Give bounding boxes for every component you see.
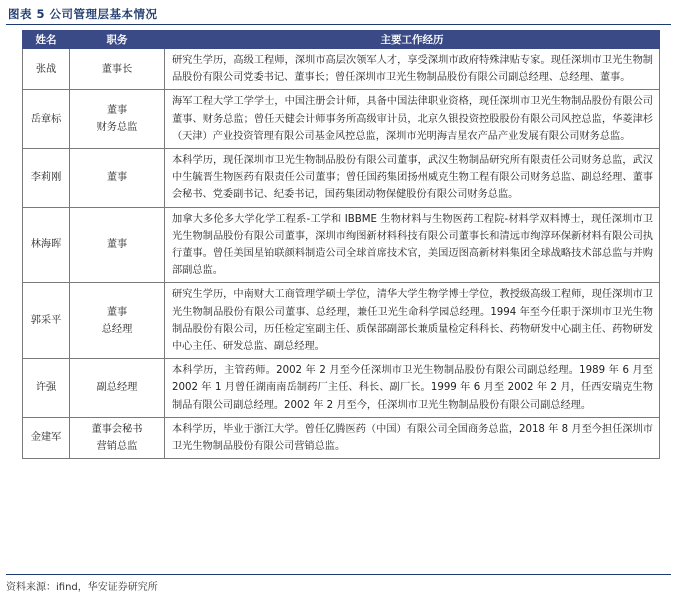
table-row [23, 359, 660, 418]
person-experience: 加拿大多伦多大学化学工程系-工学和 IBBME 生物材料与生物医药工程院-材料学双料博士，现任深圳市卫光生物制品股份有限公司董事，深圳市绚图新材料科技有限公司董事长和清远市绚淳环保新材料有限公司执行董事。曾任美国星铂联颜料制造公司全球首席技术官，美国迈图高新材料集团全球战略技术部总监与并购部副总监。 [165, 207, 660, 283]
header-position: 职务 [70, 31, 165, 49]
table-row [23, 49, 660, 90]
person-experience: 本科学历，毕业于浙江大学。曾任亿腾医药（中国）有限公司全国商务总监，2018 年 8 月至今担任深圳市卫光生物制品股份有限公司营销总监。 [165, 417, 660, 458]
position-line: 董事长 [101, 63, 133, 75]
person-experience: 研究生学历，中南财大工商管理学硕士学位，清华大学生物学博士学位，教授级高级工程师，现任深圳市卫光生物制品股份有限公司董事、总经理，兼任卫光生命科学园总经理。1994 年至今任职于深圳市卫光生物制品股份有限公司，历任检定室副主任、质保部副部长兼质量检定科科长、药物研发中心副主任、药物研发中心主任、研发总监、副总经理。 [165, 283, 660, 359]
person-name: 郭采平 [23, 283, 70, 359]
table-header-row [23, 31, 660, 49]
table-row [23, 417, 660, 458]
table-row [23, 149, 660, 208]
source-note: 资料来源：ifind，华安证券研究所 [6, 574, 671, 593]
position-line: 董事 [106, 172, 128, 184]
person-name: 许强 [23, 359, 70, 418]
person-name: 林海晖 [23, 207, 70, 283]
person-position [70, 90, 165, 149]
person-name: 张战 [23, 49, 70, 90]
person-name: 金建军 [23, 417, 70, 458]
person-experience: 海军工程大学工学学士，中国注册会计师，具备中国法律职业资格，现任深圳市卫光生物制品股份有限公司董事、财务总监；曾任天健会计师事务所高级审计员，北京久银投资控股股份有限公司风控总监，华菱津杉（天津）产业投资管理有限公司基金风控总监，深圳市光明海吉星农产品产业发展有限公司财务总监。 [165, 90, 660, 149]
person-position [70, 359, 165, 418]
person-position [70, 207, 165, 283]
person-position [70, 149, 165, 208]
person-name: 岳章标 [23, 90, 70, 149]
header-experience: 主要工作经历 [165, 31, 660, 49]
position-line: 总经理 [101, 323, 133, 335]
table-row [23, 283, 660, 359]
person-position [70, 283, 165, 359]
person-experience: 本科学历，现任深圳市卫光生物制品股份有限公司董事，武汉生物制品研究所有限责任公司财务总监，武汉中生毓晋生物医药有限责任公司董事；曾任国药集团扬州威克生物工程有限公司财务总监、副总经理、董事会秘书、党委副书记、纪委书记，国药集团动物保健股份有限公司财务总监。 [165, 149, 660, 208]
person-position [70, 49, 165, 90]
position-line: 董事 [106, 306, 128, 318]
figure-title: 图表 5 公司管理层基本情况 [8, 7, 158, 21]
person-name: 李莉刚 [23, 149, 70, 208]
position-line: 董事 [106, 105, 128, 116]
position-line: 董事会秘书 [91, 423, 143, 435]
table-row [23, 90, 660, 149]
table-row [23, 207, 660, 283]
position-line: 财务总监 [96, 122, 138, 134]
management-table [22, 30, 660, 459]
header-name: 姓名 [23, 31, 70, 49]
position-line: 董事 [106, 239, 128, 251]
person-position [70, 417, 165, 458]
position-line: 副总经理 [96, 382, 138, 394]
person-experience: 本科学历，主管药师。2002 年 2 月至今任深圳市卫光生物制品股份有限公司副总经理。1989 年 6 月至 2002 年 1 月曾任湖南南岳制药厂主任、科长、副厂长。1999 年 6 月至 2002 年 2 月，任西安瑞克生物制品有限公司副总经理。2002 年 2 月至今，任深圳市卫光生物制品股份有限公司副总经理。 [165, 359, 660, 418]
figure-title-bar [6, 4, 671, 25]
person-experience: 研究生学历，高级工程师，深圳市高层次领军人才，享受深圳市政府特殊津贴专家。现任深圳市卫光生物制品股份有限公司党委书记、董事长；曾任深圳市卫光生物制品股份有限公司副总经理、总经理、董事。 [165, 49, 660, 90]
position-line: 营销总监 [96, 441, 138, 453]
